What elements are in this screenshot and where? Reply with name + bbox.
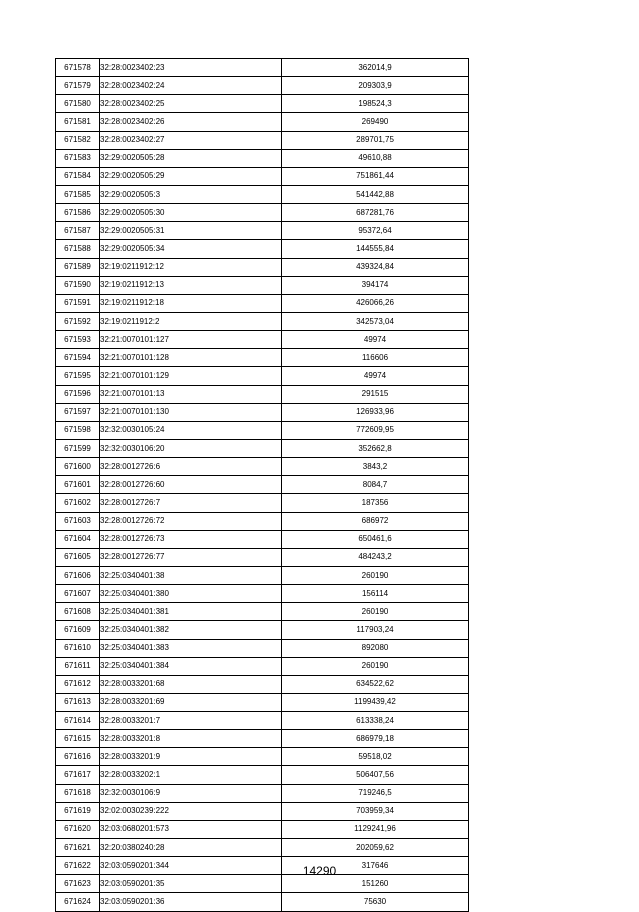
table-row: [56, 530, 469, 548]
cadastral-number-cell: 32:32:0030105:24: [100, 421, 282, 439]
value-cell: 686979,18: [282, 730, 469, 748]
value-cell: 49974: [282, 331, 469, 349]
row-id-cell: 671593: [56, 331, 100, 349]
row-id-cell: 671586: [56, 204, 100, 222]
table-row: [56, 476, 469, 494]
table-row: [56, 131, 469, 149]
cadastral-number-cell: 32:28:0033201:68: [100, 675, 282, 693]
row-id-cell: 671620: [56, 820, 100, 838]
value-cell: 686972: [282, 512, 469, 530]
cadastral-number-cell: 32:29:0020505:29: [100, 167, 282, 185]
value-cell: 650461,6: [282, 530, 469, 548]
value-cell: 506407,56: [282, 766, 469, 784]
value-cell: 260190: [282, 566, 469, 584]
cadastral-number-cell: 32:25:0340401:382: [100, 621, 282, 639]
table-row: [56, 458, 469, 476]
cadastral-number-cell: 32:21:0070101:128: [100, 349, 282, 367]
row-id-cell: 671612: [56, 675, 100, 693]
table-row: [56, 439, 469, 457]
value-cell: 117903,24: [282, 621, 469, 639]
row-id-cell: 671592: [56, 312, 100, 330]
row-id-cell: 671610: [56, 639, 100, 657]
table-row: [56, 693, 469, 711]
cadastral-number-cell: 32:19:0211912:13: [100, 276, 282, 294]
cadastral-number-cell: 32:28:0033201:8: [100, 730, 282, 748]
row-id-cell: 671588: [56, 240, 100, 258]
value-cell: 394174: [282, 276, 469, 294]
row-id-cell: 671583: [56, 149, 100, 167]
value-cell: 209303,9: [282, 77, 469, 95]
table-row: [56, 113, 469, 131]
value-cell: 95372,64: [282, 222, 469, 240]
table-row: [56, 367, 469, 385]
table-row: [56, 385, 469, 403]
table-row: [56, 312, 469, 330]
value-cell: 49610,88: [282, 149, 469, 167]
value-cell: 719246,5: [282, 784, 469, 802]
row-id-cell: 671599: [56, 439, 100, 457]
row-id-cell: 671580: [56, 95, 100, 113]
cadastral-number-cell: 32:29:0020505:30: [100, 204, 282, 222]
cadastral-number-cell: 32:20:0380240:28: [100, 839, 282, 857]
table-row: [56, 95, 469, 113]
cadastral-number-cell: 32:32:0030106:20: [100, 439, 282, 457]
cadastral-number-cell: 32:28:0012726:7: [100, 494, 282, 512]
row-id-cell: 671624: [56, 893, 100, 911]
row-id-cell: 671585: [56, 185, 100, 203]
cadastral-number-cell: 32:02:0030239:222: [100, 802, 282, 820]
value-cell: 362014,9: [282, 59, 469, 77]
cadastral-number-cell: 32:19:0211912:2: [100, 312, 282, 330]
table-row: [56, 349, 469, 367]
row-id-cell: 671613: [56, 693, 100, 711]
value-cell: 8084,7: [282, 476, 469, 494]
table-row: [56, 639, 469, 657]
value-cell: 317646: [282, 857, 469, 875]
cadastral-number-cell: 32:03:0680201:573: [100, 820, 282, 838]
cadastral-number-cell: 32:28:0033201:7: [100, 712, 282, 730]
cadastral-number-cell: 32:21:0070101:130: [100, 403, 282, 421]
row-id-cell: 671622: [56, 857, 100, 875]
row-id-cell: 671616: [56, 748, 100, 766]
registry-table-body: [56, 59, 469, 912]
cadastral-number-cell: 32:19:0211912:18: [100, 294, 282, 312]
row-id-cell: 671590: [56, 276, 100, 294]
cadastral-number-cell: 32:28:0012726:72: [100, 512, 282, 530]
cadastral-number-cell: 32:03:0590201:35: [100, 875, 282, 893]
row-id-cell: 671607: [56, 585, 100, 603]
table-row: [56, 802, 469, 820]
table-row: [56, 149, 469, 167]
cadastral-number-cell: 32:25:0340401:38: [100, 566, 282, 584]
row-id-cell: 671594: [56, 349, 100, 367]
row-id-cell: 671587: [56, 222, 100, 240]
row-id-cell: 671606: [56, 566, 100, 584]
value-cell: 59518,02: [282, 748, 469, 766]
row-id-cell: 671601: [56, 476, 100, 494]
row-id-cell: 671584: [56, 167, 100, 185]
cadastral-number-cell: 32:28:0033201:9: [100, 748, 282, 766]
cadastral-number-cell: 32:28:0023402:26: [100, 113, 282, 131]
table-row: [56, 820, 469, 838]
value-cell: 289701,75: [282, 131, 469, 149]
row-id-cell: 671582: [56, 131, 100, 149]
row-id-cell: 671623: [56, 875, 100, 893]
cadastral-number-cell: 32:29:0020505:34: [100, 240, 282, 258]
table-row: [56, 766, 469, 784]
cadastral-number-cell: 32:28:0012726:60: [100, 476, 282, 494]
cadastral-number-cell: 32:28:0012726:77: [100, 548, 282, 566]
value-cell: 116606: [282, 349, 469, 367]
cadastral-number-cell: 32:25:0340401:383: [100, 639, 282, 657]
value-cell: 613338,24: [282, 712, 469, 730]
value-cell: 198524,3: [282, 95, 469, 113]
value-cell: 126933,96: [282, 403, 469, 421]
table-row: [56, 77, 469, 95]
cadastral-number-cell: 32:28:0033201:69: [100, 693, 282, 711]
cadastral-number-cell: 32:28:0033202:1: [100, 766, 282, 784]
row-id-cell: 671598: [56, 421, 100, 439]
cadastral-number-cell: 32:21:0070101:129: [100, 367, 282, 385]
value-cell: 703959,34: [282, 802, 469, 820]
row-id-cell: 671615: [56, 730, 100, 748]
cadastral-number-cell: 32:25:0340401:384: [100, 657, 282, 675]
table-row: [56, 59, 469, 77]
cadastral-number-cell: 32:28:0012726:73: [100, 530, 282, 548]
table-row: [56, 748, 469, 766]
value-cell: 260190: [282, 603, 469, 621]
value-cell: 156114: [282, 585, 469, 603]
value-cell: 1129241,96: [282, 820, 469, 838]
table-row: [56, 276, 469, 294]
table-row: [56, 331, 469, 349]
row-id-cell: 671579: [56, 77, 100, 95]
value-cell: 269490: [282, 113, 469, 131]
value-cell: 439324,84: [282, 258, 469, 276]
table-row: [56, 167, 469, 185]
table-row: [56, 839, 469, 857]
cadastral-number-cell: 32:28:0023402:27: [100, 131, 282, 149]
value-cell: 291515: [282, 385, 469, 403]
value-cell: 751861,44: [282, 167, 469, 185]
value-cell: 151260: [282, 875, 469, 893]
table-row: [56, 240, 469, 258]
table-row: [56, 712, 469, 730]
row-id-cell: 671578: [56, 59, 100, 77]
value-cell: 144555,84: [282, 240, 469, 258]
registry-table: [55, 58, 469, 912]
cadastral-number-cell: 32:29:0020505:28: [100, 149, 282, 167]
value-cell: 687281,76: [282, 204, 469, 222]
table-row: [56, 294, 469, 312]
row-id-cell: 671621: [56, 839, 100, 857]
table-row: [56, 621, 469, 639]
row-id-cell: 671603: [56, 512, 100, 530]
cadastral-number-cell: 32:21:0070101:13: [100, 385, 282, 403]
value-cell: 541442,88: [282, 185, 469, 203]
table-row: [56, 403, 469, 421]
cadastral-number-cell: 32:03:0590201:344: [100, 857, 282, 875]
cadastral-number-cell: 32:25:0340401:381: [100, 603, 282, 621]
value-cell: 3843,2: [282, 458, 469, 476]
row-id-cell: 671597: [56, 403, 100, 421]
cadastral-number-cell: 32:28:0012726:6: [100, 458, 282, 476]
row-id-cell: 671589: [56, 258, 100, 276]
value-cell: 202059,62: [282, 839, 469, 857]
cadastral-number-cell: 32:21:0070101:127: [100, 331, 282, 349]
table-row: [56, 258, 469, 276]
row-id-cell: 671619: [56, 802, 100, 820]
table-row: [56, 494, 469, 512]
cadastral-number-cell: 32:28:0023402:24: [100, 77, 282, 95]
value-cell: 1199439,42: [282, 693, 469, 711]
value-cell: 484243,2: [282, 548, 469, 566]
table-row: [56, 893, 469, 911]
cadastral-number-cell: 32:32:0030106:9: [100, 784, 282, 802]
value-cell: 634522,62: [282, 675, 469, 693]
cadastral-number-cell: 32:19:0211912:12: [100, 258, 282, 276]
row-id-cell: 671595: [56, 367, 100, 385]
row-id-cell: 671608: [56, 603, 100, 621]
table-row: [56, 204, 469, 222]
value-cell: 426066,26: [282, 294, 469, 312]
table-row: [56, 512, 469, 530]
value-cell: 187356: [282, 494, 469, 512]
table-row: [56, 657, 469, 675]
table-row: [56, 185, 469, 203]
table-row: [56, 675, 469, 693]
value-cell: 342573,04: [282, 312, 469, 330]
row-id-cell: 671596: [56, 385, 100, 403]
cadastral-number-cell: 32:29:0020505:3: [100, 185, 282, 203]
row-id-cell: 671617: [56, 766, 100, 784]
row-id-cell: 671618: [56, 784, 100, 802]
cadastral-number-cell: 32:25:0340401:380: [100, 585, 282, 603]
row-id-cell: 671609: [56, 621, 100, 639]
table-row: [56, 548, 469, 566]
cadastral-number-cell: 32:29:0020505:31: [100, 222, 282, 240]
table-row: [56, 566, 469, 584]
row-id-cell: 671591: [56, 294, 100, 312]
value-cell: 75630: [282, 893, 469, 911]
value-cell: 352662,8: [282, 439, 469, 457]
cadastral-number-cell: 32:28:0023402:25: [100, 95, 282, 113]
value-cell: 49974: [282, 367, 469, 385]
table-row: [56, 421, 469, 439]
value-cell: 260190: [282, 657, 469, 675]
row-id-cell: 671602: [56, 494, 100, 512]
row-id-cell: 671581: [56, 113, 100, 131]
cadastral-number-cell: 32:03:0590201:36: [100, 893, 282, 911]
table-row: [56, 585, 469, 603]
row-id-cell: 671614: [56, 712, 100, 730]
page-number: 14290: [302, 864, 337, 878]
row-id-cell: 671600: [56, 458, 100, 476]
row-id-cell: 671605: [56, 548, 100, 566]
table-row: [56, 222, 469, 240]
table-row: [56, 730, 469, 748]
cadastral-number-cell: 32:28:0023402:23: [100, 59, 282, 77]
row-id-cell: 671604: [56, 530, 100, 548]
table-row: [56, 784, 469, 802]
value-cell: 892080: [282, 639, 469, 657]
value-cell: 772609,95: [282, 421, 469, 439]
row-id-cell: 671611: [56, 657, 100, 675]
table-row: [56, 603, 469, 621]
